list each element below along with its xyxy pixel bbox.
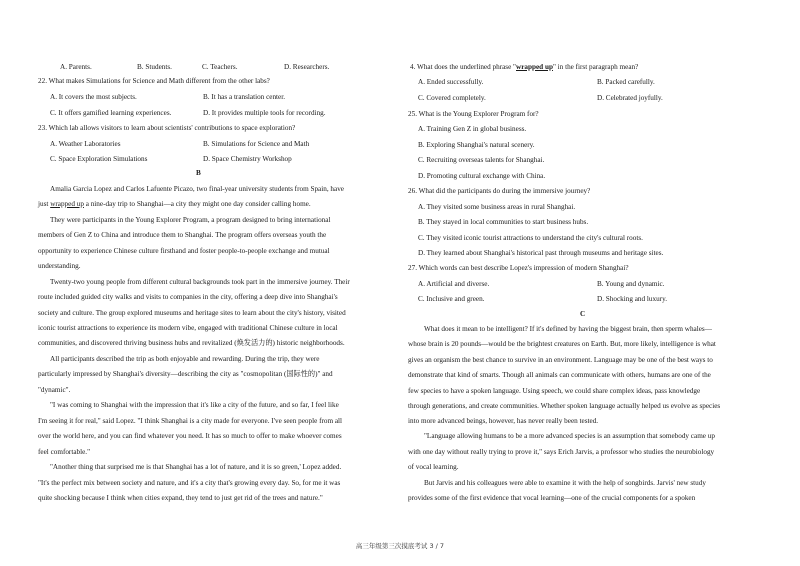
q23-option-c[interactable]: C. Space Exploration Simulations xyxy=(50,155,148,163)
q23-question: 23. Which lab allows visitors to learn about scientists' contributions to space exploration? xyxy=(38,124,296,132)
section-c-heading: C xyxy=(580,310,586,318)
passage-b-p6-line: quite shocking because I think when cities expand, they tend to just get rid of the trees and nature." xyxy=(38,494,323,502)
q25-question: 25. What is the Young Explorer Program for? xyxy=(408,110,539,118)
q24-option-c[interactable]: C. Covered completely. xyxy=(418,94,486,102)
q26-question: 26. What did the participants do during the immersive journey? xyxy=(408,187,591,195)
passage-c-p1-line: into more advanced beings, however, has never really been tested. xyxy=(408,417,599,425)
passage-c-p1-line: whose brain is 20 pounds—would be the brightest creatures on Earth. But, more likely, intelligence is what xyxy=(408,340,716,348)
q25-option-c[interactable]: C. Recruiting overseas talents for Shanghai. xyxy=(418,156,545,164)
q26-option-d[interactable]: D. They learned about Shanghai's historical past through museums and heritage sites. xyxy=(418,249,664,257)
passage-b-p5-line: over the world here, and you can find whatever you need. It has so much to offer to make whoever comes xyxy=(38,432,342,440)
passage-c-p1-line: demonstrate that kind of smarts. Though all animals can communicate with others, humans are one of the xyxy=(408,371,711,379)
passage-c-p2-line: of vocal learning. xyxy=(408,463,459,471)
q25-option-a[interactable]: A. Training Gen Z in global business. xyxy=(418,125,527,133)
passage-b-p3-line: route included guided city walks and visits to companies in the city, offering a deep dive into Shanghai's xyxy=(38,293,338,301)
passage-b-p2-line: They were participants in the Young Explorer Program, a program designed to bring international xyxy=(50,216,331,224)
q21-option-d[interactable]: D. Researchers. xyxy=(284,63,330,71)
q24-question: 4. What does the underlined phrase "wrapped up" in the first paragraph mean? xyxy=(410,63,639,71)
passage-b-p3-line: iconic tourist attractions to experience its modern vibe, engaged with traditional Chinese culture in local xyxy=(38,324,338,332)
passage-c-p1-line: gives an organism the best chance to survive in an environment. Language may be one of the best ways to xyxy=(408,356,713,364)
passage-c-p1-line: through generations, and create communities. Whether spoken language actually helped us evolve as species xyxy=(408,402,721,410)
q24-option-d[interactable]: D. Celebrated joyfully. xyxy=(597,94,663,102)
q27-option-c[interactable]: C. Inclusive and green. xyxy=(418,295,485,303)
q26-option-a[interactable]: A. They visited some business areas in rural Shanghai. xyxy=(418,203,576,211)
passage-b-p5-line: "I was coming to Shanghai with the impression that it's like a city of the future, and so far, I feel like xyxy=(50,401,339,409)
q27-question: 27. Which words can best describe Lopez's impression of modern Shanghai? xyxy=(408,264,629,272)
q21-option-c[interactable]: C. Teachers. xyxy=(202,63,238,71)
passage-b-p2-line: opportunity to experience Chinese culture firsthand and foster people-to-people exchange and mutual xyxy=(38,247,330,255)
q23-option-d[interactable]: D. Space Chemistry Workshop xyxy=(203,155,292,163)
passage-b-p6-line: "Another thing that surprised me is that Shanghai has a lot of nature, and it is so green,' Lopez added. xyxy=(50,463,342,471)
q22-option-b[interactable]: B. It has a translation center. xyxy=(203,93,286,101)
underlined-phrase-ref: wrapped up xyxy=(516,63,553,71)
q27-option-d[interactable]: D. Shocking and luxury. xyxy=(597,295,668,303)
q25-option-d[interactable]: D. Promoting cultural exchange with China. xyxy=(418,172,546,180)
passage-b-p3-line: communities, and discovered thriving business hubs and revitalized (焕发活力的) historic neighborhoods. xyxy=(38,339,345,347)
q27-option-a[interactable]: A. Artificial and diverse. xyxy=(418,280,490,288)
q21-option-b[interactable]: B. Students. xyxy=(137,63,172,71)
q24-option-a[interactable]: A. Ended successfully. xyxy=(418,78,484,86)
passage-c-p1-line: What does it mean to be intelligent? If it's defined by having the biggest brain, then sperm whales— xyxy=(424,325,712,333)
q27-option-b[interactable]: B. Young and dynamic. xyxy=(597,280,665,288)
q23-option-b[interactable]: B. Simulations for Science and Math xyxy=(203,140,310,148)
section-b-heading: B xyxy=(196,169,201,177)
passage-b-p4-line: All participants described the trip as both enjoyable and rewarding. During the trip, they were xyxy=(50,355,320,363)
passage-c-p1-line: few species to have a spoken language. Using speech, we could share complex ideas, pass knowledge xyxy=(408,387,701,395)
passage-b-p1-line1: Amalia Garcia Lopez and Carlos Lafuente Picazo, two final-year university students from Spain, have xyxy=(50,185,344,193)
passage-b-p5-line: I'm seeing it for real," said Lopez. "I think Shanghai is a city made for everyone. I've seen people from all xyxy=(38,417,343,425)
passage-c-p3-line: provides some of the first evidence that vocal learning—one of the crucial components for a spoken xyxy=(408,494,696,502)
passage-b-p3-line: Twenty-two young people from different cultural backgrounds took part in the immersive journey. Their xyxy=(50,278,350,286)
q22-option-c[interactable]: C. It offers gamified learning experiences. xyxy=(50,109,172,117)
passage-b-p5-line: feel comfortable." xyxy=(38,448,91,456)
q24-option-b[interactable]: B. Packed carefully. xyxy=(597,78,655,86)
passage-b-p2-line: members of Gen Z to China and introduce them to Shanghai. The program offers overseas youth the xyxy=(38,231,327,239)
q22-option-a[interactable]: A. It covers the most subjects. xyxy=(50,93,137,101)
q22-question: 22. What makes Simulations for Science and Math different from the other labs? xyxy=(38,77,270,85)
q23-option-a[interactable]: A. Weather Laboratories xyxy=(50,140,121,148)
passage-c-p3-line: But Jarvis and his colleagues were able to examine it with the help of songbirds. Jarvis' new study xyxy=(424,479,706,487)
page-footer: 高三年级第三次摸底考试 3 / 7 xyxy=(355,542,445,550)
q22-option-d[interactable]: D. It provides multiple tools for recording. xyxy=(203,109,326,117)
q26-option-b[interactable]: B. They stayed in local communities to start business hubs. xyxy=(418,218,589,226)
passage-b-p4-line: particularly impressed by Shanghai's diversity—describing the city as "cosmopolitan (国际性的)" and xyxy=(38,370,333,378)
q21-option-a[interactable]: A. Parents. xyxy=(60,63,92,71)
passage-c-p2-line: "Language allowing humans to be a more advanced species is an assumption that somebody came up xyxy=(424,432,715,440)
q25-option-b[interactable]: B. Exploring Shanghai's natural scenery. xyxy=(418,141,535,149)
passage-b-p3-line: society and culture. The group explored museums and heritage sites to learn about the city's history, visited xyxy=(38,309,346,317)
passage-b-p6-line: "It's the perfect mix between society and nature, and it's a city that's growing every day. So, for me it was xyxy=(38,479,341,487)
passage-b-p4-line: "dynamic". xyxy=(38,386,71,394)
passage-b-p1-line2: just wrapped up a nine-day trip to Shanghai—a city they might one day consider calling home. xyxy=(38,200,311,208)
underlined-phrase: wrapped up xyxy=(50,200,84,208)
q26-option-c[interactable]: C. They visited iconic tourist attractions to understand the city's cultural roots. xyxy=(418,234,643,242)
passage-b-p2-line: understanding. xyxy=(38,262,81,270)
passage-c-p2-line: with one day without really trying to prove it," says Erich Jarvis, a professor who studies the neurobiology xyxy=(408,448,715,456)
